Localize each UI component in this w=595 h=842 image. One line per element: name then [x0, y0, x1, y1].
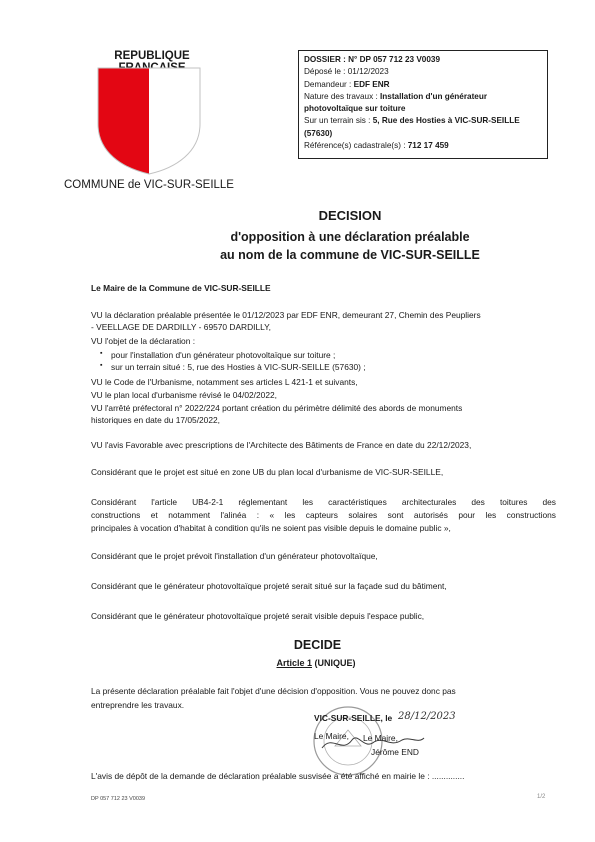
dossier-box	[298, 50, 548, 159]
vu-avis-abf: VU l'avis Favorable avec prescriptions de l'Architecte des Bâtiments de France en date du 22/12/2023,	[91, 440, 472, 450]
land-value: 5, Rue des Hosties à VIC-SUR-SEILLE (57630)	[304, 116, 520, 138]
dossier-number: DOSSIER : N° DP 057 712 23 V0039	[304, 55, 441, 64]
vu-arrete-1: VU l'arrêté préfectoral n° 2022/224 portant création du périmètre délimité des abords de monuments	[91, 403, 463, 413]
signature-date: 28/12/2023	[398, 711, 456, 722]
works-label: Nature des travaux :	[304, 91, 380, 101]
vu-plu: VU le plan local d'urbanisme révisé le 04/02/2022,	[91, 390, 277, 400]
decision-text-2: entreprendre les travaux.	[91, 700, 185, 710]
considerant-projet: Considérant que le projet prévoit l'installation d'un générateur photovoltaïque,	[91, 551, 378, 561]
cadastre-label: Référence(s) cadastrale(s) :	[304, 141, 408, 151]
le-maire-1: Le Maire,	[314, 731, 349, 741]
affichage-note: L'avis de dépôt de la demande de déclaration préalable susvisée a été affiché en mairie le : ..............	[91, 771, 465, 781]
coat-of-arms-shield	[96, 66, 202, 176]
considerant-facade: Considérant que le générateur photovoltaïque projeté serait situé sur la façade sud du bâtiment,	[91, 581, 447, 591]
decide-heading: DECIDE	[293, 638, 342, 652]
applicant-value: EDF ENR	[353, 79, 390, 89]
page-number: 1/2	[537, 794, 546, 800]
dossier-applicant	[304, 79, 542, 91]
decision-title: DECISION	[318, 208, 382, 223]
decision-text-1: La présente déclaration préalable fait l'objet d'une décision d'opposition. Vous ne pouvez donc pas	[91, 686, 456, 696]
signature-place: VIC-SUR-SEILLE, le	[314, 713, 393, 723]
vu-objet: VU l'objet de la déclaration :	[91, 336, 196, 346]
vu-arrete-2: historiques en date du 17/05/2022,	[91, 415, 220, 425]
maire-name: Jérôme END	[371, 747, 419, 757]
decision-subtitle-1: d'opposition à une déclaration préalable	[230, 230, 470, 244]
bullet-installation: ▪ pour l'installation d'un générateur photovoltaïque sur toiture ;	[111, 350, 335, 360]
bullet-terrain: ▪ sur un terrain situé : 5, rue des Hosties à VIC-SUR-SEILLE (57630) ;	[111, 362, 366, 372]
dossier-cadastre	[304, 140, 542, 152]
republic-heading: REPUBLIQUE	[114, 50, 190, 62]
cadastre-value: 712 17 459	[407, 141, 449, 151]
considerant-article-2: constructions et notamment l'alinéa : « les capteurs solaires sont autorisés pour les constructions	[91, 510, 556, 520]
le-maire-2: Le Maire,	[363, 733, 398, 743]
article-suffix: (UNIQUE)	[312, 658, 356, 668]
footer-reference: DP 057 712 23 V0039	[91, 796, 146, 802]
commune-label: COMMUNE de VIC-SUR-SEILLE	[64, 179, 234, 191]
works-value: Installation d'un générateur photovoltaïque sur toiture	[304, 91, 488, 114]
considerant-zone: Considérant que le projet est situé en zone UB du plan local d'urbanisme de VIC-SUR-SEILLE,	[91, 467, 444, 477]
article-label: Article 1	[276, 658, 313, 668]
vu-declaration-1: VU la déclaration préalable présentée le 01/12/2023 par EDF ENR, demeurant 27, Chemin des Peupliers	[91, 310, 481, 320]
applicant-label: Demandeur :	[304, 79, 354, 89]
dossier-land	[304, 115, 542, 140]
vu-code-urbanisme: VU le Code de l'Urbanisme, notamment ses articles L 421-1 et suivants,	[91, 377, 358, 387]
land-label: Sur un terrain sis :	[304, 116, 373, 126]
dossier-works	[304, 91, 542, 116]
maire-heading: Le Maire de la Commune de VIC-SUR-SEILLE	[91, 283, 271, 293]
vu-declaration-2: - VEELLAGE DE DARDILLY - 69570 DARDILLY,	[91, 322, 271, 332]
considerant-article-1: Considérant l'article UB4-2-1 réglementant les caractéristiques architecturales des toitures des	[91, 497, 556, 507]
dossier-deposit-date: Déposé le : 01/12/2023	[304, 67, 389, 77]
article-heading	[0, 658, 595, 668]
decision-subtitle-2: au nom de la commune de VIC-SUR-SEILLE	[220, 248, 480, 262]
considerant-article-3: principales à vocation d'habitat à condition qu'ils ne soient pas visible depuis le domaine public »,	[91, 523, 451, 533]
considerant-visible: Considérant que le générateur photovoltaïque projeté serait visible depuis l'espace public,	[91, 611, 425, 621]
